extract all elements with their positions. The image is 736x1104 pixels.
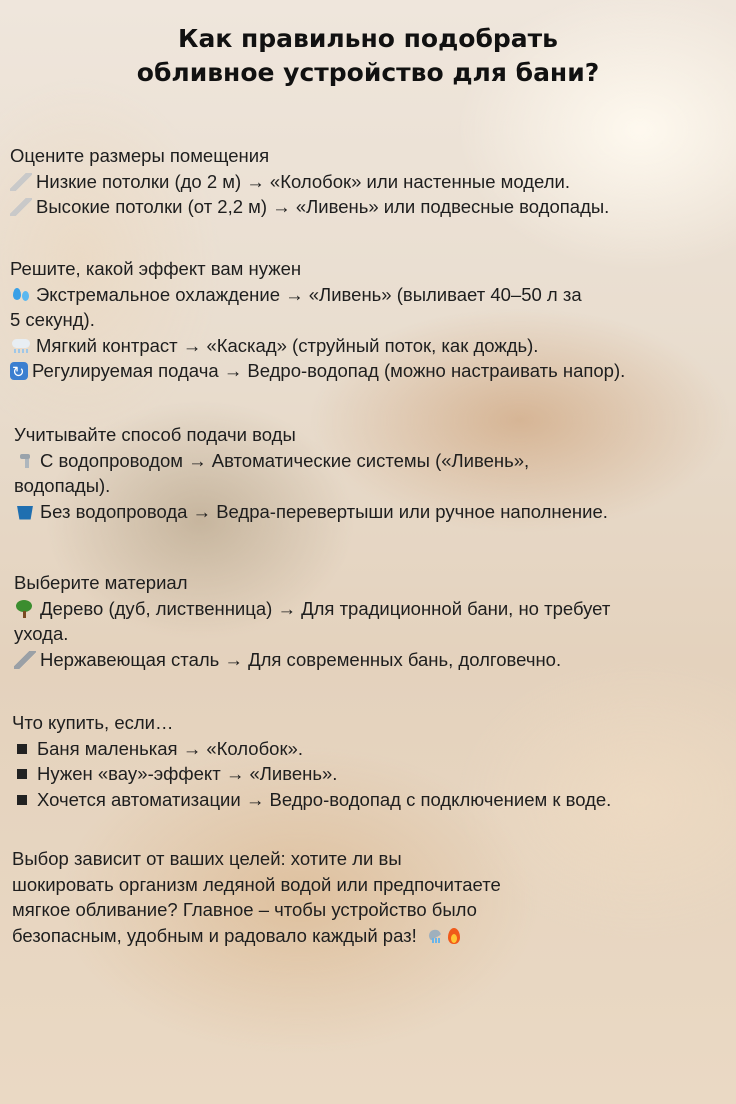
section-conclusion [12,846,736,948]
list-item: Баня маленькая → «Колобок». [12,736,736,762]
section-material [14,570,736,672]
list-item: ↻Регулируемая подача → Ведро-водопад (можно настраивать напор). [10,358,736,384]
list-item: Хочется автоматизации → Ведро-водопад с подключением к воде. [12,787,736,813]
paragraph-line: шокировать организм ледяной водой или предпочитаете [12,873,501,895]
section-heading: Выберите материал [14,572,188,593]
list-item: Дерево (дуб, лиственница) → Для традиционной бани, но требует [14,596,736,622]
list-item: Высокие потолки (от 2,2 м) → «Ливень» или подвесные водопады. [10,194,736,220]
section-heading: Что купить, если… [12,712,174,733]
list-item: Низкие потолки (до 2 м) → «Колобок» или настенные модели. [10,169,736,195]
faucet-icon [14,452,36,470]
section-heading: Оцените размеры помещения [10,145,270,166]
section-what-to-buy [12,710,736,812]
paragraph-line: безопасным, удобным и радовало каждый раз! [12,923,736,949]
paragraph-line: Выбор зависит от ваших целей: хотите ли вы [12,848,402,869]
list-item: Экстремальное охлаждение → «Ливень» (выливает 40–50 л за [10,282,736,308]
ruler-icon [10,173,32,191]
fire-icon [446,928,462,944]
bullet-square-icon [17,744,27,754]
list-item: Без водопровода → Ведра-перевертыши или ручное наполнение. [14,499,736,525]
shower-icon [426,928,442,944]
list-item: Нужен «вау»-эффект → «Ливень». [12,761,736,787]
list-item: С водопроводом → Автоматические системы («Ливень», [14,448,736,474]
title-line-1: Как правильно подобрать [178,24,558,53]
list-item-continuation: 5 секунд). [10,309,95,330]
page-title [0,22,736,90]
droplets-icon [10,286,32,304]
section-water-supply [14,422,736,524]
bullet-square-icon [17,795,27,805]
list-item-continuation: водопады). [14,475,111,496]
title-line-2: обливное устройство для бани? [136,58,600,87]
cloud-rain-icon [10,337,32,355]
bullet-square-icon [17,769,27,779]
section-heading: Учитывайте способ подачи воды [14,424,296,445]
paragraph-line: мягкое обливание? Главное – чтобы устройство было [12,899,477,920]
cycle-arrows-icon [10,362,28,380]
tree-icon [14,600,36,618]
section-room-size [10,143,736,220]
wrench-icon [14,651,36,669]
section-heading: Решите, какой эффект вам нужен [10,258,302,279]
list-item: Мягкий контраст → «Каскад» (струйный поток, как дождь). [10,333,736,359]
bucket-icon [14,503,36,521]
list-item: Нержавеющая сталь → Для современных бань, долговечно. [14,647,736,673]
ruler-icon [10,198,32,216]
section-effect [10,256,736,384]
list-item-continuation: ухода. [14,623,69,644]
